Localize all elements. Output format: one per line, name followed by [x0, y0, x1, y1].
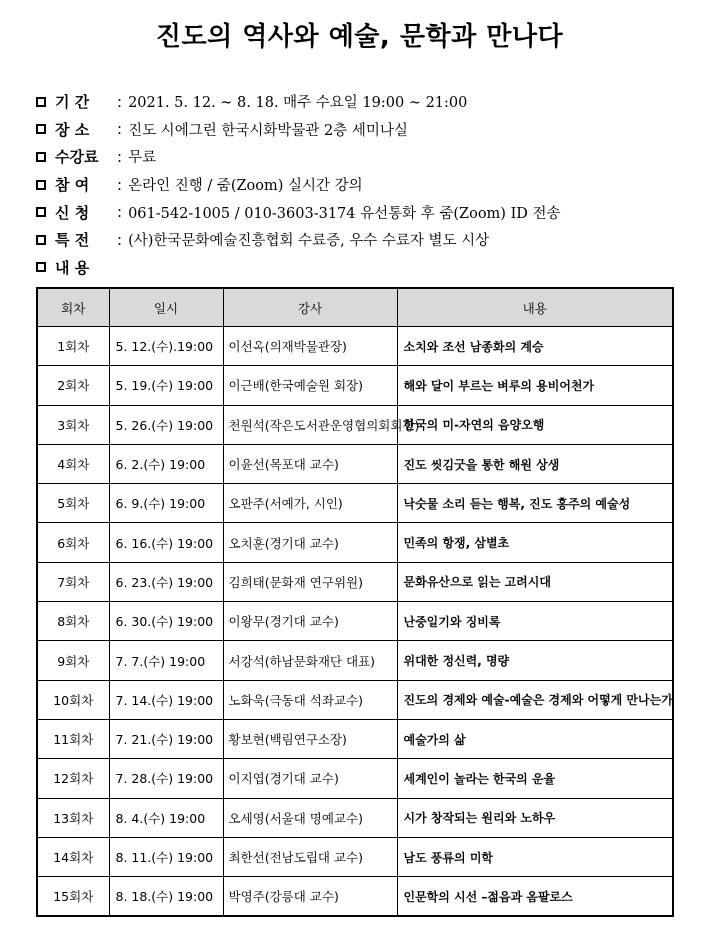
session-cell: 10회차: [37, 680, 109, 719]
datetime-cell: 8. 18.(수) 19:00: [109, 877, 223, 917]
separator: :: [117, 203, 123, 222]
session-cell: 7회차: [37, 562, 109, 601]
info-item-participation: [36, 171, 696, 199]
checkbox-icon: [36, 124, 46, 134]
checkbox-icon: [36, 152, 46, 162]
checkbox-icon: [36, 97, 46, 107]
datetime-cell: 5. 12.(수).19:00: [109, 327, 223, 366]
session-cell: 15회차: [37, 877, 109, 917]
datetime-cell: 7. 28.(수) 19:00: [109, 759, 223, 798]
table-row: [37, 484, 673, 523]
info-label: 장 소: [55, 120, 90, 139]
info-value: (사)한국문화예술진흥협회 수료증, 우수 수료자 별도 시상: [128, 233, 490, 250]
info-value: 2021. 5. 12. ~ 8. 18. 매주 수요일 19:00 ~ 21:00: [128, 95, 468, 112]
checkbox-icon: [36, 180, 46, 190]
separator: :: [117, 147, 123, 166]
datetime-cell: 6. 23.(수) 19:00: [109, 562, 223, 601]
lecturer-cell: 서강석(하남문화재단 대표): [223, 641, 397, 680]
table-row: [37, 877, 673, 917]
info-value: 무료: [128, 150, 157, 167]
checkbox-icon: [36, 235, 46, 245]
topic-cell: 난중일기와 징비록: [397, 602, 673, 641]
table-row: [37, 405, 673, 444]
schedule-table: [36, 287, 674, 917]
info-label: 기 간: [55, 93, 90, 112]
topic-cell: 예술가의 삶: [397, 719, 673, 758]
lecturer-cell: 천원석(작은도서관운영협의회회장): [223, 405, 397, 444]
session-cell: 14회차: [37, 837, 109, 876]
table-row: [37, 719, 673, 758]
info-item-application: [36, 198, 696, 226]
table-row: [37, 562, 673, 601]
header-content: 내용: [397, 288, 673, 327]
table-row: [37, 327, 673, 366]
session-cell: 6회차: [37, 523, 109, 562]
checkbox-icon: [36, 207, 46, 217]
lecturer-cell: 이왕무(경기대 교수): [223, 602, 397, 641]
datetime-cell: 8. 4.(수) 19:00: [109, 798, 223, 837]
info-item-place: [36, 116, 696, 144]
lecturer-cell: 이지엽(경기대 교수): [223, 759, 397, 798]
lecturer-cell: 최한선(전남도립대 교수): [223, 837, 397, 876]
table-row: [37, 444, 673, 483]
page-title: 진도의 역사와 예술, 문학과 만나다: [155, 22, 564, 52]
session-cell: 1회차: [37, 327, 109, 366]
lecturer-cell: 오치훈(경기대 교수): [223, 523, 397, 562]
lecturer-cell: 이선옥(의재박물관장): [223, 327, 397, 366]
datetime-cell: 6. 16.(수) 19:00: [109, 523, 223, 562]
header-datetime: 일시: [109, 288, 223, 327]
lecturer-cell: 오판주(서예가, 시인): [223, 484, 397, 523]
info-value: 진도 시에그린 한국시화박물관 2층 세미나실: [128, 122, 408, 139]
lecturer-cell: 이윤선(목포대 교수): [223, 444, 397, 483]
table-row: [37, 641, 673, 680]
table-row: [37, 602, 673, 641]
separator: :: [117, 230, 123, 249]
session-cell: 2회차: [37, 366, 109, 405]
topic-cell: 남도 풍류의 미학: [397, 837, 673, 876]
session-cell: 13회차: [37, 798, 109, 837]
datetime-cell: 6. 9.(수) 19:00: [109, 484, 223, 523]
info-item-fee: [36, 143, 696, 171]
session-cell: 4회차: [37, 444, 109, 483]
datetime-cell: 5. 19.(수) 19:00: [109, 366, 223, 405]
topic-cell: 소치와 조선 남종화의 계승: [397, 327, 673, 366]
topic-cell: 인문학의 시선 –젊음과 옴팔로스: [397, 877, 673, 917]
lecturer-cell: 노화욱(극동대 석좌교수): [223, 680, 397, 719]
table-header-row: [37, 288, 673, 327]
table-body: [37, 327, 673, 917]
session-cell: 5회차: [37, 484, 109, 523]
session-cell: 8회차: [37, 602, 109, 641]
table-row: [37, 523, 673, 562]
info-label: 참 여: [55, 176, 90, 195]
datetime-cell: 8. 11.(수) 19:00: [109, 837, 223, 876]
topic-cell: 해와 달이 부르는 벼루의 용비어천가: [397, 366, 673, 405]
lecturer-cell: 김희태(문화재 연구위원): [223, 562, 397, 601]
separator: :: [117, 92, 123, 111]
info-item-content: [36, 254, 696, 282]
info-value: 온라인 진행 / 줌(Zoom) 실시간 강의: [128, 178, 363, 195]
info-item-period: [36, 88, 696, 116]
session-cell: 11회차: [37, 719, 109, 758]
separator: :: [117, 175, 123, 194]
separator: :: [117, 120, 123, 139]
topic-cell: 진도의 경제와 예술-예술은 경제와 어떻게 만나는가: [397, 680, 673, 719]
datetime-cell: 6. 2.(수) 19:00: [109, 444, 223, 483]
datetime-cell: 7. 7.(수) 19:00: [109, 641, 223, 680]
datetime-cell: 5. 26.(수) 19:00: [109, 405, 223, 444]
header-lecturer: 강사: [223, 288, 397, 327]
topic-cell: 한국의 미-자연의 음양오행: [397, 405, 673, 444]
datetime-cell: 6. 30.(수) 19:00: [109, 602, 223, 641]
info-item-benefit: [36, 226, 696, 254]
topic-cell: 위대한 정신력, 명량: [397, 641, 673, 680]
table-row: [37, 366, 673, 405]
info-list: [36, 88, 696, 281]
info-value: 061-542-1005 / 010-3603-3174 유선통화 후 줌(Zoom) ID 전송: [128, 205, 561, 222]
topic-cell: 세계인이 놀라는 한국의 운율: [397, 759, 673, 798]
topic-cell: 민족의 항쟁, 삼별초: [397, 523, 673, 562]
table-row: [37, 798, 673, 837]
lecturer-cell: 오세영(서울대 명예교수): [223, 798, 397, 837]
header-session: 회차: [37, 288, 109, 327]
lecturer-cell: 박영주(강릉대 교수): [223, 877, 397, 917]
topic-cell: 시가 창작되는 원리와 노하우: [397, 798, 673, 837]
topic-cell: 문화유산으로 읽는 고려시대: [397, 562, 673, 601]
session-cell: 12회차: [37, 759, 109, 798]
info-label: 내 용: [55, 258, 90, 277]
lecturer-cell: 황보현(백림연구소장): [223, 719, 397, 758]
checkbox-icon: [36, 262, 46, 272]
lecturer-cell: 이근배(한국예술원 회장): [223, 366, 397, 405]
session-cell: 9회차: [37, 641, 109, 680]
topic-cell: 진도 씻김굿을 통한 해원 상생: [397, 444, 673, 483]
table-row: [37, 680, 673, 719]
table-row: [37, 759, 673, 798]
info-label: 신 청: [55, 203, 90, 222]
datetime-cell: 7. 14.(수) 19:00: [109, 680, 223, 719]
datetime-cell: 7. 21.(수) 19:00: [109, 719, 223, 758]
info-label: 수강료: [55, 148, 99, 167]
session-cell: 3회차: [37, 405, 109, 444]
topic-cell: 낙숫물 소리 듣는 행복, 진도 홍주의 예술성: [397, 484, 673, 523]
table-row: [37, 837, 673, 876]
info-label: 특 전: [55, 231, 90, 250]
